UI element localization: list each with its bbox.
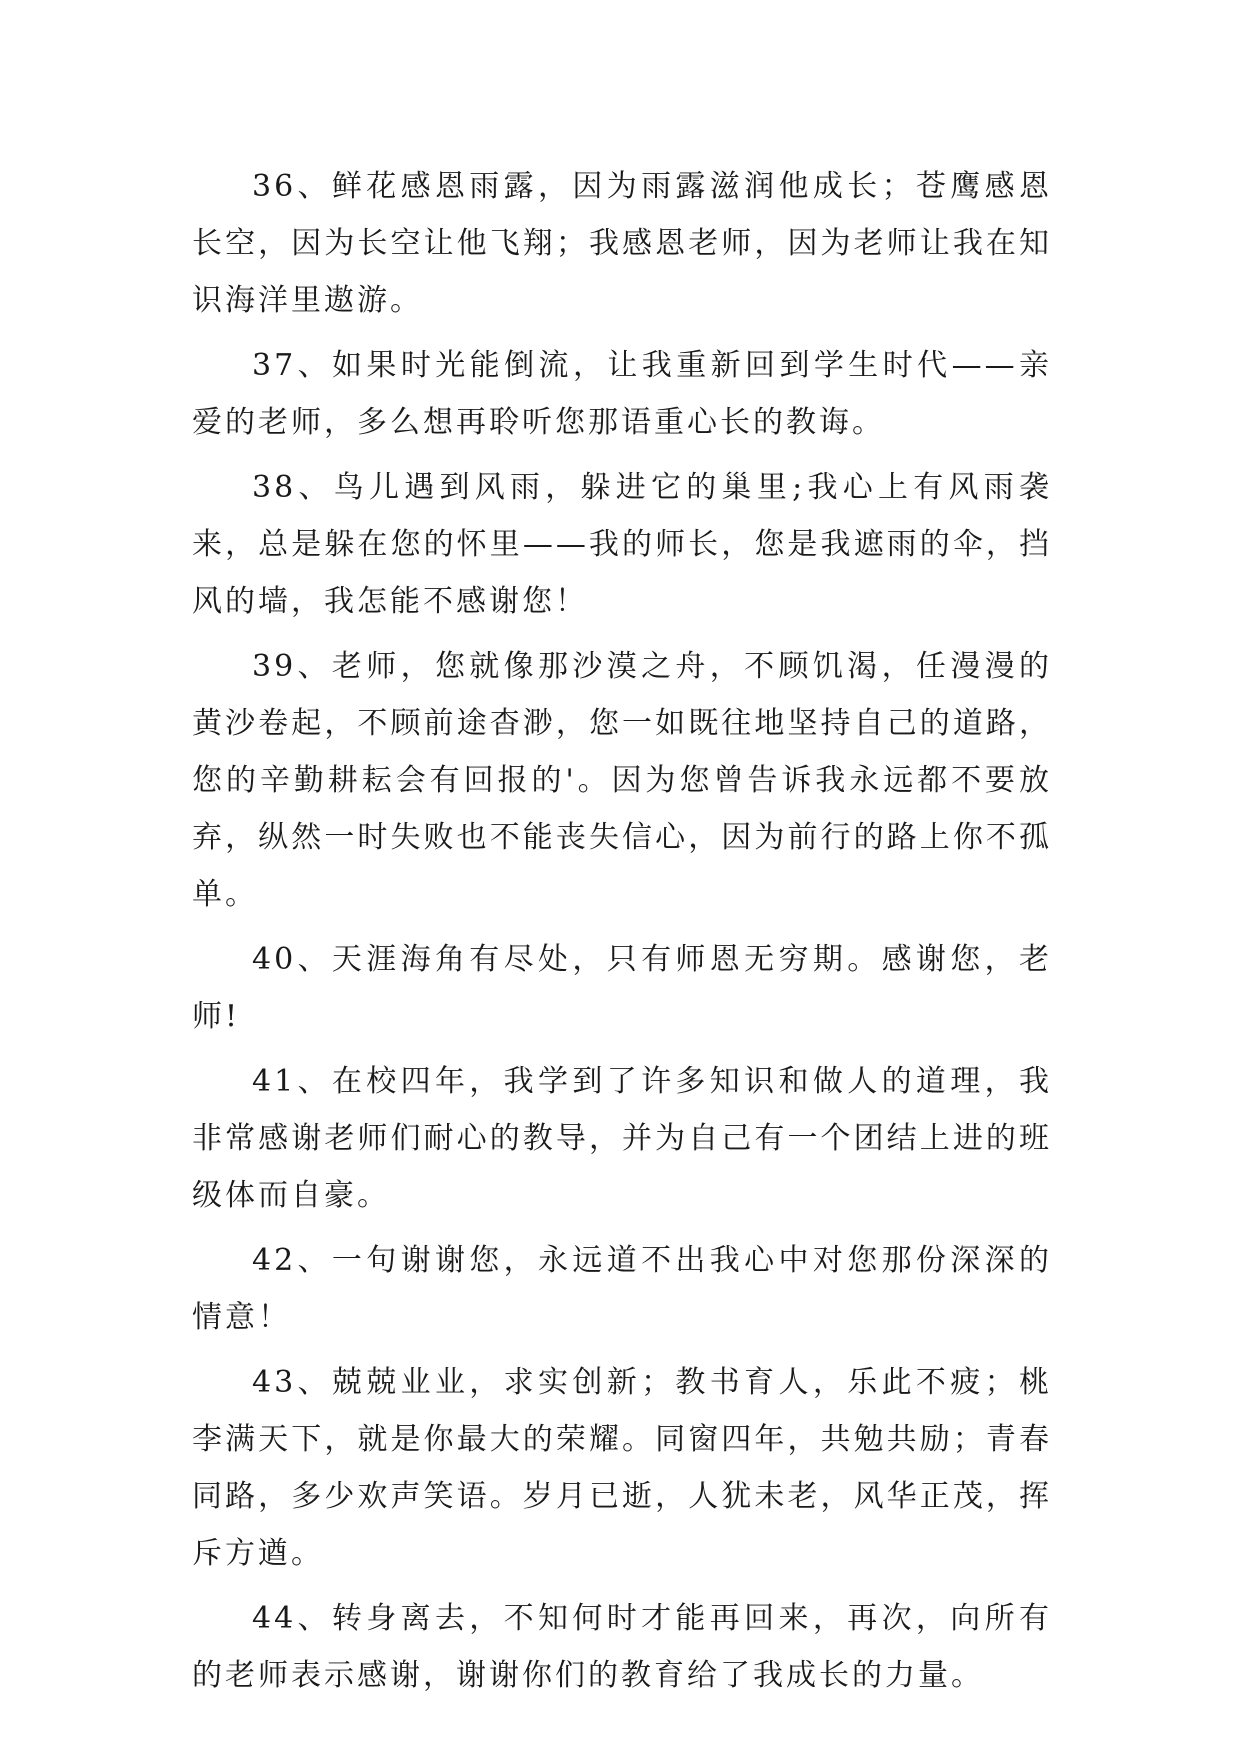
paragraph-37: 37、如果时光能倒流，让我重新回到学生时代——亲爱的老师，多么想再聆听您那语重心长的教诲。 — [192, 348, 1052, 440]
paragraph-39: 39、老师，您就像那沙漠之舟，不顾饥渴，任漫漫的黄沙卷起，不顾前途杳渺，您一如既往地坚持自己的道路，您的辛勤耕耘会有回报的'。因为您曾告诉我永远都不要放弃，纵然一时失败也不能丧失信心，因为前行的路上你不孤单。 — [192, 649, 1052, 912]
paragraph-40: 40、天涯海角有尽处，只有师恩无穷期。感谢您，老师! — [192, 942, 1052, 1034]
paragraph-43: 43、兢兢业业，求实创新；教书育人，乐此不疲；桃李满天下，就是你最大的荣耀。同窗四年，共勉共励；青春同路，多少欢声笑语。岁月已逝，人犹未老，风华正茂，挥斥方遒。 — [192, 1365, 1052, 1571]
paragraph-42: 42、一句谢谢您，永远道不出我心中对您那份深深的情意！ — [192, 1243, 1052, 1335]
document-body — [192, 158, 1052, 1712]
paragraph-36: 36、鲜花感恩雨露，因为雨露滋润他成长；苍鹰感恩长空，因为长空让他飞翔；我感恩老师，因为老师让我在知识海洋里遨游。 — [192, 169, 1052, 318]
paragraph-41: 41、在校四年，我学到了许多知识和做人的道理，我非常感谢老师们耐心的教导，并为自己有一个团结上进的班级体而自豪。 — [192, 1064, 1052, 1213]
paragraph-38: 38、鸟儿遇到风雨，躲进它的巢里;我心上有风雨袭来，总是躲在您的怀里——我的师长，您是我遮雨的伞，挡风的墙，我怎能不感谢您！ — [192, 470, 1052, 619]
paragraph-44: 44、转身离去，不知何时才能再回来，再次，向所有的老师表示感谢，谢谢你们的教育给了我成长的力量。 — [192, 1601, 1052, 1693]
